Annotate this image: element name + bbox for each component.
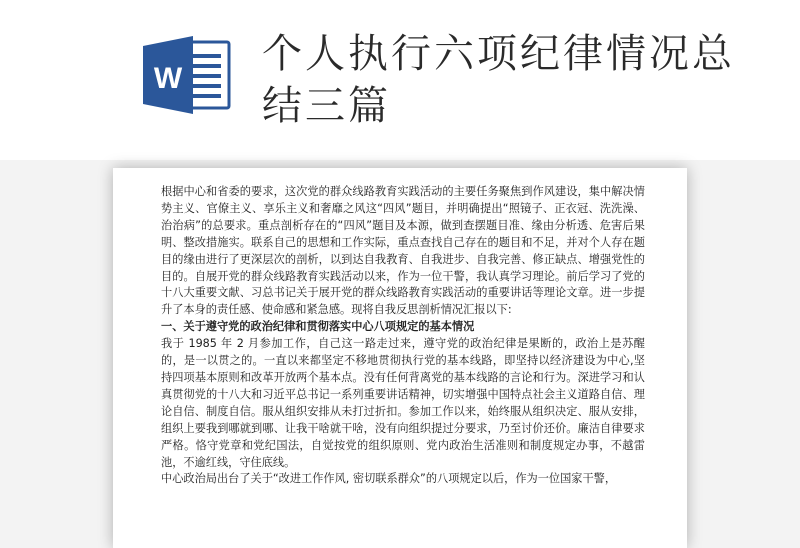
body-paragraph: 我于 1985 年 2 月参加工作，自己这一路走过来，遵守党的政治纪律是果断的，政治上是苏醒的，是一以贯之的。一直以来都坚定不移地贯彻执行党的基本线路，即坚持以经济建设为中心,坚持四项基本原则和改革开放两个基本点。没有任何背离党的基本线路的言论和行为。深进学习和认真贯彻党的十八大和习近平总书记一系列重要讲话精神，切实增强中国特点社会主义道路自信、理论自信、制度自信。服从组织安排从未打过折扣。参加工作以来，始终服从组织决定、服从安排，组织上要我到哪就到哪、让我干啥就干啥，没有向组织提过分要求，乃至讨价还价。廉洁自律要求严格。恪守党章和党纪国法，自觉按党的组织原则、党内政治生活准则和制度规定办事，不越雷池，不逾红线，守住底线。 (161, 337, 645, 469)
word-document-icon (143, 36, 231, 114)
body-paragraph: 中心政治局出台了关于“改进工作作风, 密切联系群众”的八项规定以后，作为一位国家干警， (161, 472, 617, 486)
header-banner (0, 0, 800, 160)
document-page (113, 168, 687, 548)
svg-text:W: W (153, 62, 183, 95)
document-title: 个人执行六项纪律情况总结三篇 (262, 31, 735, 129)
body-paragraph: 根据中心和省委的要求，这次党的群众线路教育实践活动的主要任务聚焦到作风建设，集中解决情势主义、官僚主义、享乐主义和奢靡之风这“四风”题目，并明确提出“照镜子、正衣冠、洗洗澡、治治病”的总要求。重点剖析存在的“四风”题目及本源，做到查摆题目准、缘由分析透、危害后果明、整改措施实。联系自己的思想和工作实际，重点查找自己存在的题目和不足，并对个人存在题目的缘由进行了更深层次的剖析，以到达自我教育、自我进步、自我完善、修正缺点、增强党性的目的。自展开党的群众线路教育实践活动以来，作为一位干警，我认真学习理论。前后学习了党的十八大重要文献、习总书记关于展开党的群众线路教育实践活动的重要讲话等理论文章。进一步提升了本身的责任感、使命感和紧急感。现将自我反思剖析情况汇报以下: (161, 185, 645, 317)
document-body (161, 184, 645, 488)
section-heading: 一、关于遵守党的政治纪律和贯彻落实中心八项规定的基本情况 (161, 320, 475, 334)
